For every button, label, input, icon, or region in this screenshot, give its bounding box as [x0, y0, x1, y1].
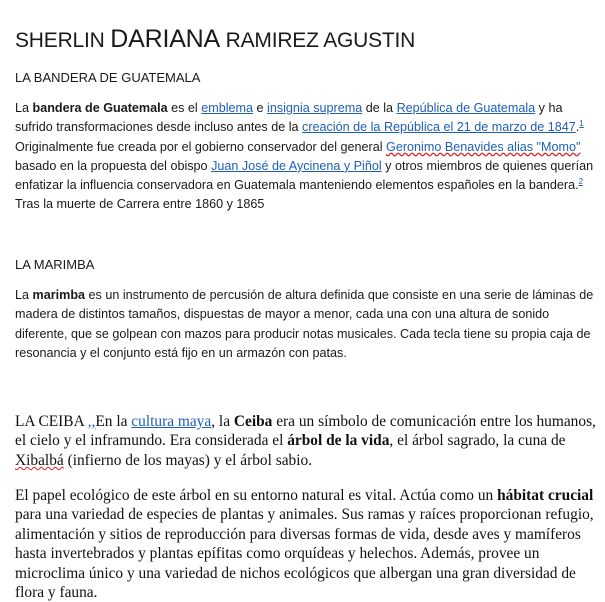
link-insignia-suprema[interactable]: insignia suprema: [267, 101, 363, 115]
text: El papel ecológico de este árbol en su entorno natural es vital. Actúa como un: [15, 487, 498, 504]
link-republica-guatemala[interactable]: República de Guatemala: [396, 101, 536, 115]
link-juan-jose-aycinena[interactable]: Juan José de Aycinena y Piñol: [211, 158, 382, 173]
text: (infierno de los mayas) y el árbol sabio.: [63, 451, 313, 469]
document-title: [15, 26, 415, 54]
bold-text: árbol de la vida: [287, 432, 390, 450]
text: e: [253, 101, 268, 115]
bold-text: hábitat crucial: [497, 487, 594, 504]
title-part-2: DARIANA: [110, 25, 220, 53]
text: era un símbolo de comunicación entre los humanos, el cielo y el inframundo. Era considerada el: [15, 413, 596, 450]
footnote-1[interactable]: 1: [579, 119, 584, 129]
link-creacion-republica[interactable]: creación de la República el 21 de marzo de 1847: [302, 120, 576, 135]
text: y otros miembros de quienes querían enfatizar la influencia conservadora en Guatemala manteniendo elementos españoles en la bandera.: [15, 158, 594, 193]
text: y ha sufrido transformaciones desde incluso antes de la: [15, 101, 563, 135]
spelling-mark: ,,: [87, 413, 96, 430]
link-geronimo-benavides[interactable]: Geronimo Benavides alias "Momo": [386, 139, 581, 154]
link-emblema[interactable]: emblema: [201, 101, 254, 115]
paragraph-marimba: [15, 286, 600, 363]
text: Tras la muerte de Carrera entre 1860 y 1865: [15, 197, 265, 212]
bold-text: marimba: [32, 288, 86, 302]
text: LA CEIBA: [15, 413, 88, 430]
text: La: [15, 288, 33, 302]
title-part-1: SHERLIN: [15, 29, 111, 52]
text: es el: [167, 101, 202, 115]
bold-text: Ceiba: [233, 413, 273, 430]
text: , el árbol sagrado, la cuna de: [389, 432, 566, 450]
title-part-3: RAMIREZ AGUSTIN: [220, 29, 416, 52]
text: basado en la propuesta del obispo: [15, 158, 212, 173]
heading-marimba: LA MARIMBA: [15, 257, 95, 272]
text: es un instrumento de percusión de altura definida que consiste en una serie de láminas de madera de distintos tamaños, dispuestas de mayor a menor, cada una con una altura de sonido diferente, que se golpean con mazos para producir notas musicales. Cada tecla tiene su propia caja de resonancia y el conjunto está fijo en un armazón con patas.: [15, 288, 594, 360]
text: La: [15, 101, 33, 115]
text: En la: [95, 413, 132, 430]
text: , la: [211, 413, 234, 430]
link-cultura-maya[interactable]: cultura maya: [131, 413, 212, 430]
heading-bandera: LA BANDERA DE GUATEMALA: [15, 70, 201, 85]
text: Originalmente fue creada por el gobierno conservador del general: [15, 139, 387, 154]
footnote-2[interactable]: 2: [578, 177, 584, 186]
misspelled-word: Xibalbá: [15, 451, 64, 469]
text: para una variedad de especies de plantas y animales. Sus ramas y raíces proporcionan refugio, alimentación y sitios de reproducción para diversas formas de vida, desde aves y mamíferos hasta invertebrados y plantas epífitas como orquídeas y helechos. Además, provee un microclima único y una variedad de nichos ecológicos que albergan una gran diversidad de flora y fauna.: [15, 506, 594, 602]
paragraph-ceiba: [15, 412, 600, 470]
bold-text: bandera de Guatemala: [32, 101, 168, 115]
paragraph-bandera: La bandera de Guatemala es el emblema e insignia suprema de la República de Guatemala y ha sufrido transformaciones desde incluso antes de la creación de la República el 21 de marzo de 1847.$^1$ Originalmente fue creada por el gobierno conservador del general Geronimo Benavides alias "Momo" basado en la propuesta del obispo Juan José de Aycinena y Piñol y otros miembros de quienes querían enfatizar la influencia conservadora en Guatemala manteniendo elementos españoles en la bandera.$^2$ Tras la muerte de Carrera entre 1860 y 1865: [15, 101, 594, 212]
text: de la: [362, 101, 397, 115]
